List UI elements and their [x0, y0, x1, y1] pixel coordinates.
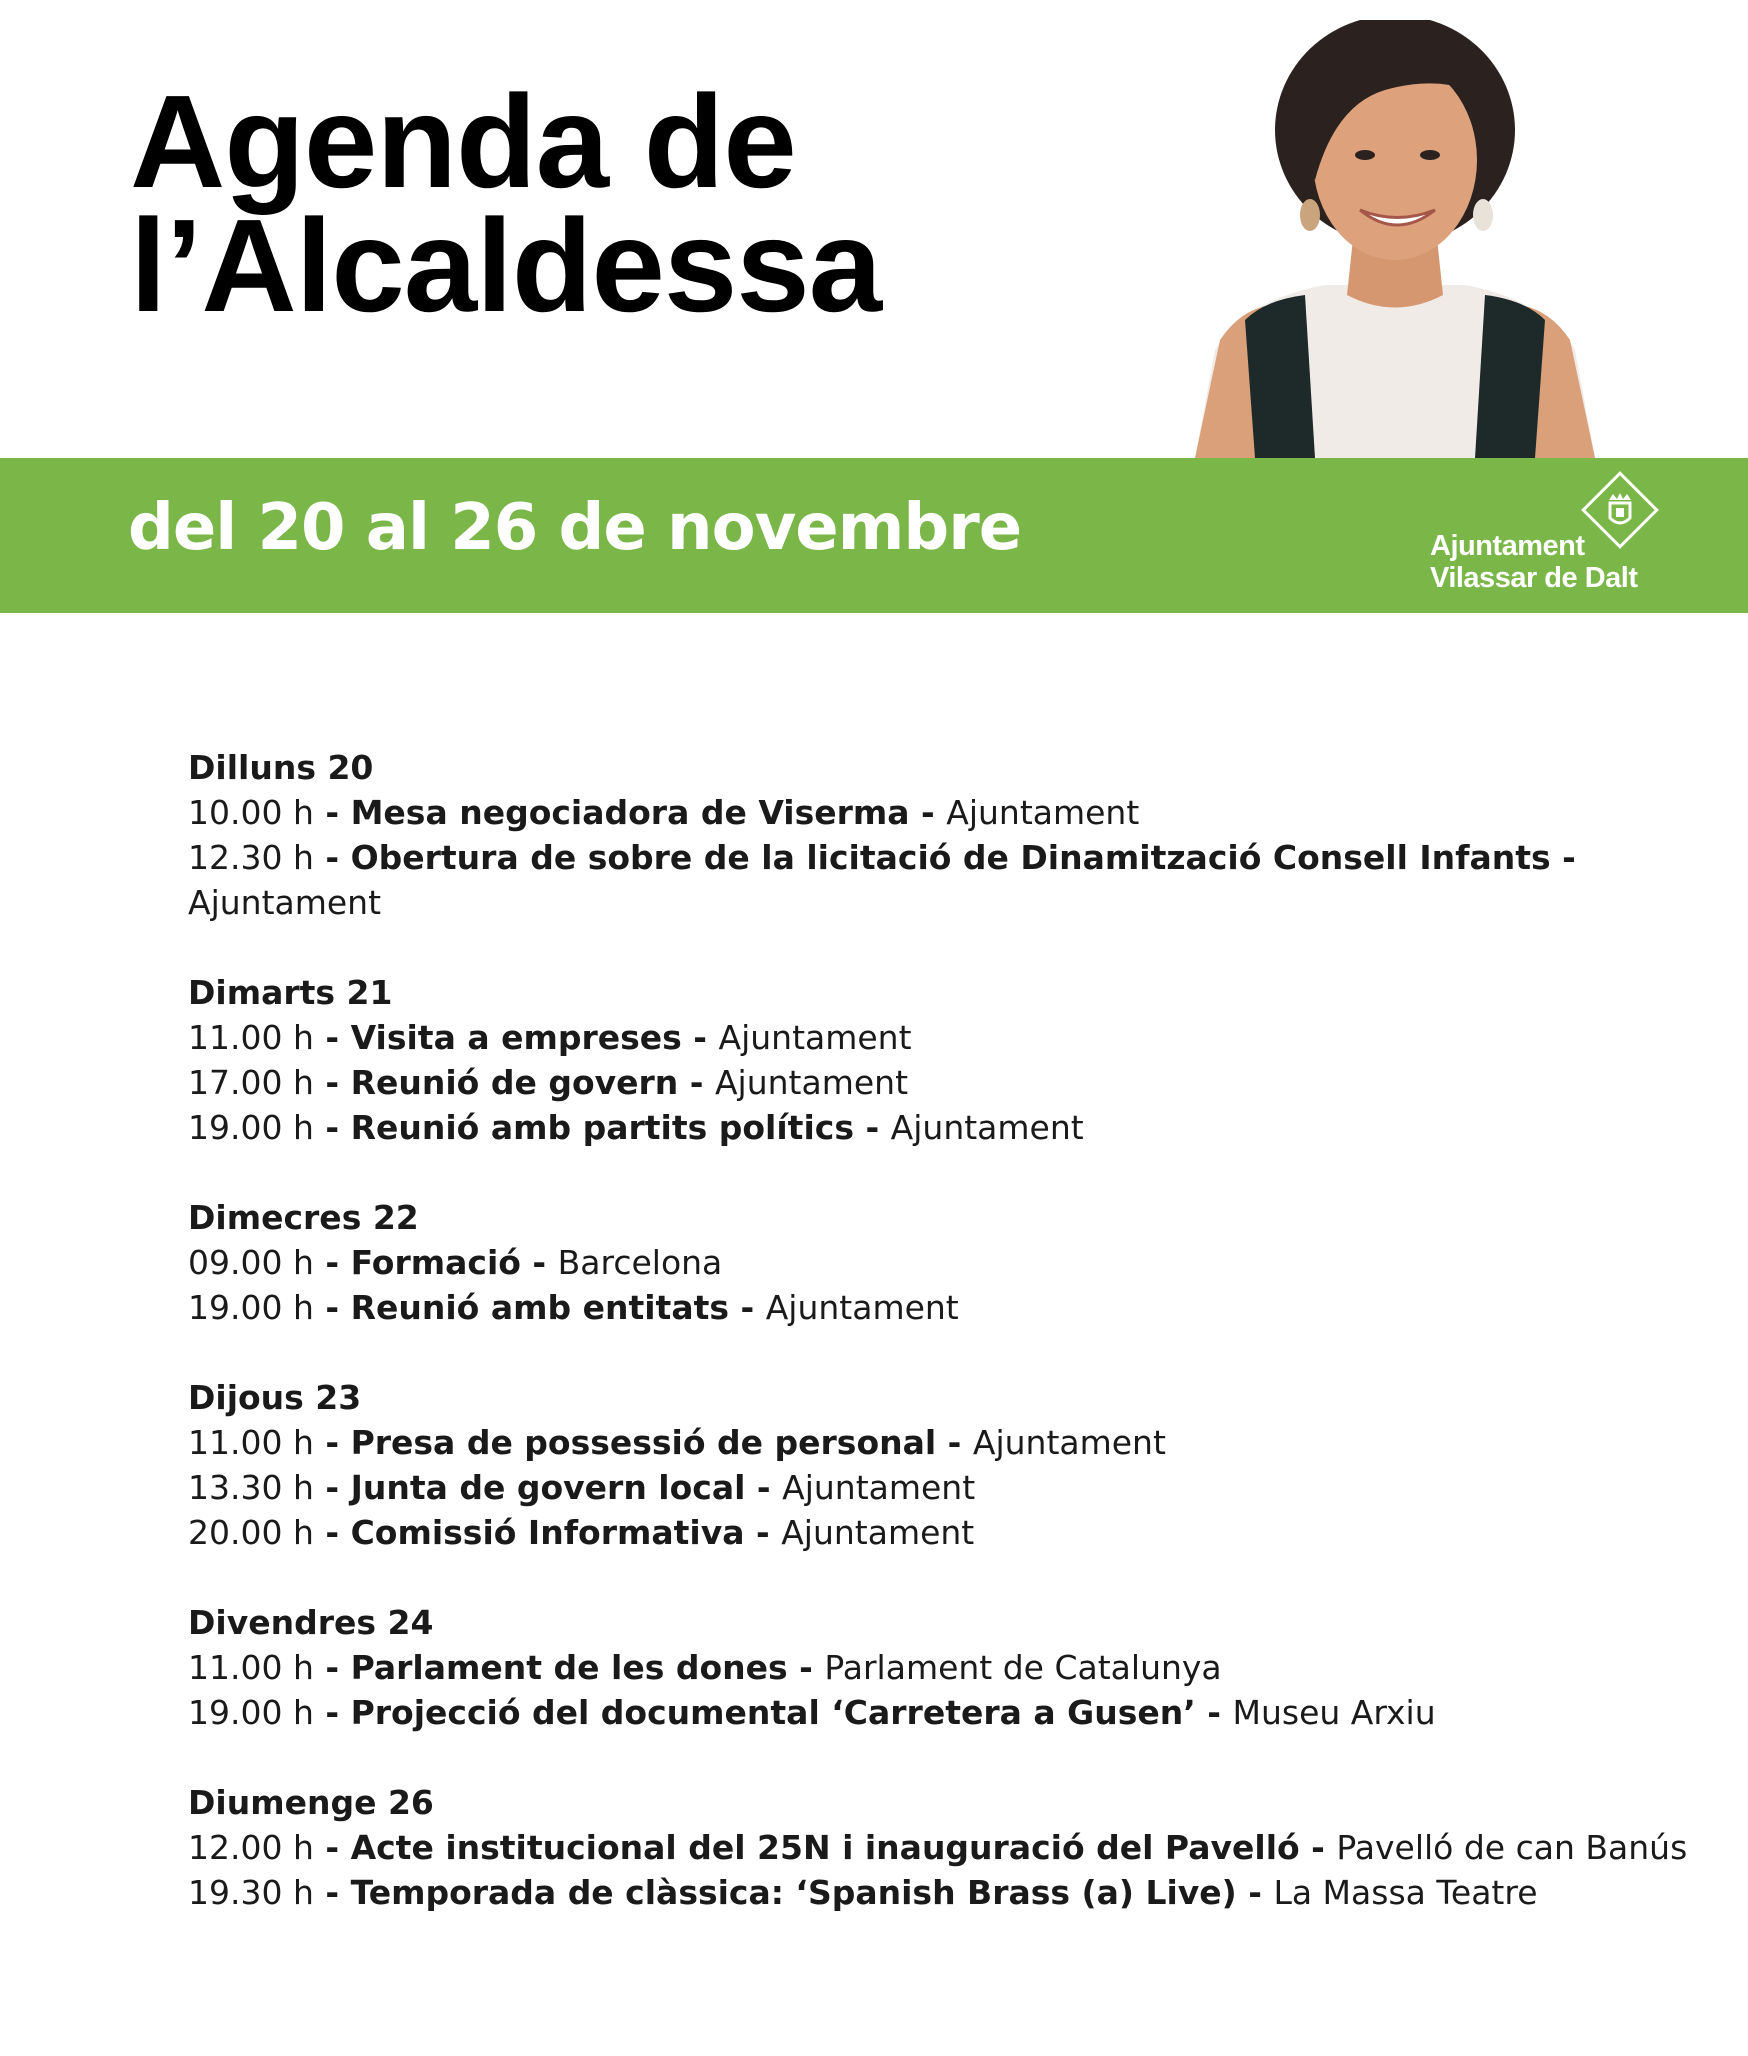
entry-separator: - [681, 1018, 719, 1057]
entry-time: 17.00 h [188, 1063, 314, 1102]
entry-place: Ajuntament [946, 793, 1140, 832]
day-heading: Dimarts 21 [188, 973, 393, 1012]
entry-time: 13.30 h [188, 1468, 314, 1507]
entry-separator: - [729, 1288, 766, 1327]
agenda-list [188, 745, 1688, 1960]
entry-place: Ajuntament [890, 1108, 1084, 1147]
entry-place: Pavelló de can Banús [1336, 1828, 1688, 1867]
entry-event: Presa de possessió de personal [350, 1423, 937, 1462]
mayor-portrait [1185, 20, 1605, 458]
agenda-entry [188, 1510, 1688, 1555]
agenda-entry [188, 1825, 1688, 1870]
entry-event: Temporada de clàssica: ‘Spanish Brass (a) Live) [350, 1873, 1237, 1912]
entry-event: Projecció del documental ‘Carretera a Gusen’ [350, 1693, 1196, 1732]
entry-time: 19.00 h [188, 1288, 314, 1327]
entry-separator: - [313, 1243, 351, 1282]
agenda-entry [188, 1690, 1688, 1735]
entry-separator: - [313, 1873, 351, 1912]
entry-place: Parlament de Catalunya [824, 1648, 1222, 1687]
entry-separator: - [313, 1513, 351, 1552]
entry-place: Ajuntament [188, 883, 382, 922]
day-block [188, 970, 1688, 1150]
entry-separator: - [678, 1063, 715, 1102]
agenda-entry [188, 790, 1688, 835]
agenda-entry [188, 1060, 1688, 1105]
agenda-entry [188, 1015, 1688, 1060]
entry-time: 20.00 h [188, 1513, 314, 1552]
entry-separator: - [1299, 1828, 1337, 1867]
entry-separator: - [744, 1513, 782, 1552]
entry-event: Reunió amb partits polítics [350, 1108, 854, 1147]
entry-place: Museu Arxiu [1232, 1693, 1436, 1732]
entry-separator: - [313, 1018, 351, 1057]
entry-time: 11.00 h [188, 1423, 314, 1462]
entry-event: Visita a empreses [350, 1018, 682, 1057]
entry-separator: - [313, 1063, 351, 1102]
entry-separator: - [313, 1693, 351, 1732]
entry-time: 11.00 h [188, 1648, 314, 1687]
day-heading: Dilluns 20 [188, 748, 374, 787]
entry-separator: - [1550, 838, 1576, 877]
entry-separator: - [313, 1423, 351, 1462]
day-heading: Dijous 23 [188, 1378, 362, 1417]
entry-separator: - [1195, 1693, 1233, 1732]
title-line-2: l’Alcaldessa [130, 192, 882, 339]
day-block [188, 1600, 1688, 1735]
agenda-entry [188, 1285, 1688, 1330]
entry-separator: - [853, 1108, 891, 1147]
logo-line-1: Ajuntament [1430, 530, 1585, 562]
agenda-entry [188, 1420, 1688, 1465]
entry-separator: - [745, 1468, 783, 1507]
entry-time: 09.00 h [188, 1243, 314, 1282]
entry-place: Ajuntament [782, 1468, 976, 1507]
page-title [130, 68, 882, 339]
entry-time: 12.00 h [188, 1828, 314, 1867]
entry-separator: - [313, 1288, 351, 1327]
entry-separator: - [313, 1108, 351, 1147]
entry-event: Junta de govern local [350, 1468, 746, 1507]
entry-separator: - [909, 793, 947, 832]
entry-time: 12.30 h [188, 838, 314, 877]
agenda-entry [188, 1870, 1688, 1915]
entry-place: La Massa Teatre [1273, 1873, 1538, 1912]
day-heading: Dimecres 22 [188, 1198, 419, 1237]
day-block [188, 745, 1688, 925]
agenda-entry [188, 1465, 1688, 1510]
entry-separator: - [313, 838, 351, 877]
entry-event: Acte institucional del 25N i inauguració del Pavelló [350, 1828, 1300, 1867]
entry-place: Barcelona [557, 1243, 723, 1282]
agenda-entry [188, 1240, 1688, 1285]
day-heading: Diumenge 26 [188, 1783, 434, 1822]
entry-place: Ajuntament [765, 1288, 959, 1327]
entry-time: 19.00 h [188, 1108, 314, 1147]
entry-time: 19.00 h [188, 1693, 314, 1732]
entry-separator: - [1236, 1873, 1274, 1912]
entry-event: Obertura de sobre de la licitació de Dinamització Consell Infants [350, 838, 1551, 877]
entry-time: 19.30 h [188, 1873, 314, 1912]
ajuntament-logo [1430, 458, 1730, 613]
logo-line-2: Vilassar de Dalt [1430, 562, 1638, 594]
date-range: del 20 al 26 de novembre [128, 491, 1022, 565]
agenda-entry [188, 835, 1688, 925]
logo-text [1430, 530, 1637, 594]
entry-place: Ajuntament [972, 1423, 1166, 1462]
agenda-entry [188, 1105, 1688, 1150]
title-line-1: Agenda de [130, 68, 796, 215]
entry-event: Parlament de les dones [350, 1648, 788, 1687]
entry-event: Mesa negociadora de Viserma [350, 793, 910, 832]
entry-place: Ajuntament [781, 1513, 975, 1552]
entry-time: 10.00 h [188, 793, 314, 832]
entry-event: Reunió amb entitats [350, 1288, 730, 1327]
day-block [188, 1195, 1688, 1330]
entry-event: Formació [350, 1243, 521, 1282]
entry-separator: - [313, 793, 351, 832]
entry-separator: - [787, 1648, 825, 1687]
agenda-entry [188, 1645, 1688, 1690]
entry-time: 11.00 h [188, 1018, 314, 1057]
day-block [188, 1780, 1688, 1915]
entry-separator: - [313, 1468, 351, 1507]
entry-place: Ajuntament [718, 1018, 912, 1057]
day-heading: Divendres 24 [188, 1603, 434, 1642]
entry-event: Comissió Informativa [350, 1513, 745, 1552]
entry-separator: - [520, 1243, 558, 1282]
entry-separator: - [936, 1423, 973, 1462]
entry-separator: - [313, 1648, 351, 1687]
entry-place: Ajuntament [714, 1063, 909, 1102]
portrait-illustration [1185, 20, 1605, 458]
entry-separator: - [313, 1828, 351, 1867]
entry-event: Reunió de govern [350, 1063, 679, 1102]
date-banner [0, 458, 1748, 613]
day-block [188, 1375, 1688, 1555]
